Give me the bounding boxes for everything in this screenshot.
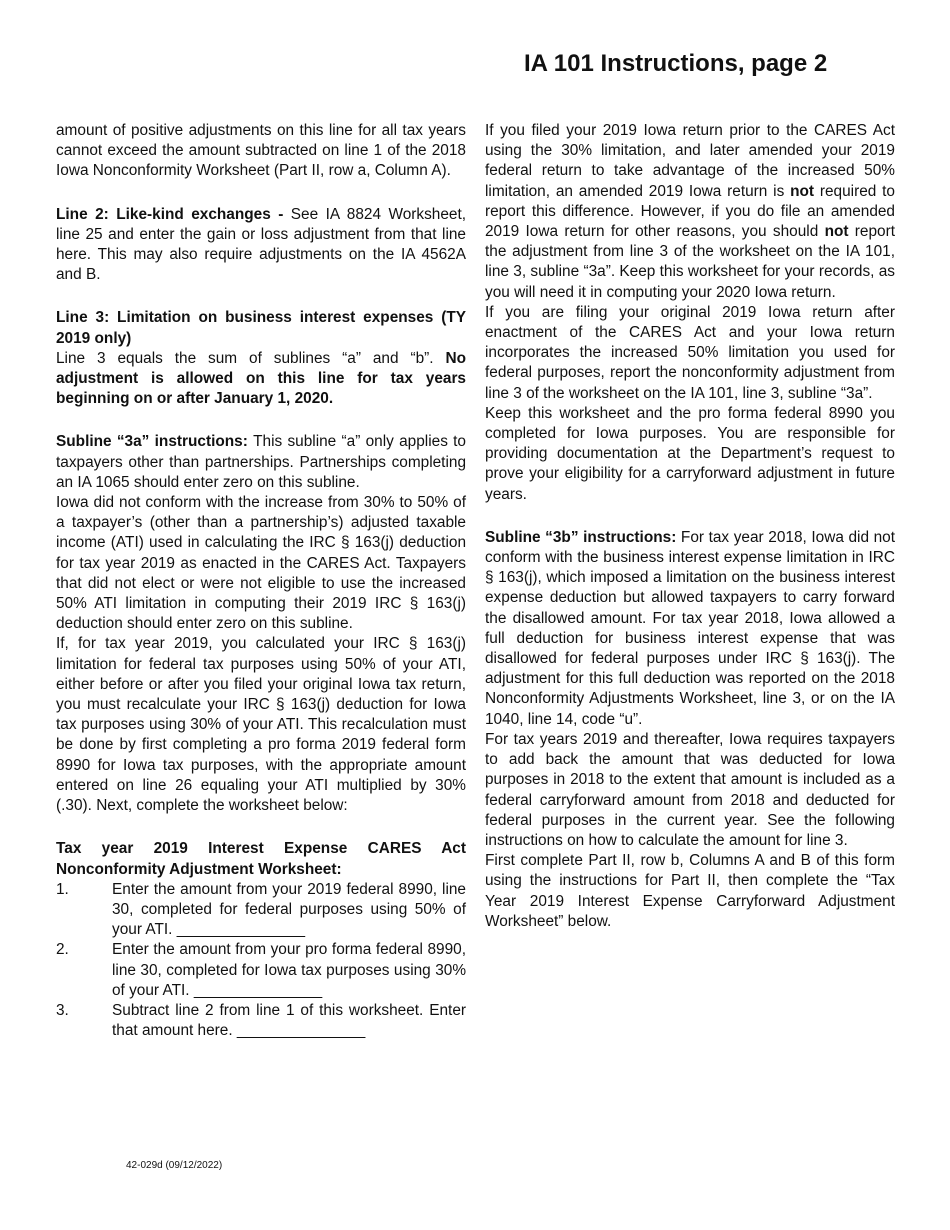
worksheet-item-number: 1. [56, 880, 69, 898]
worksheet-item [56, 1001, 466, 1041]
line-2-heading: Line 2: Like-kind exchanges - [56, 205, 291, 223]
line-3-bold-note: No adjustment is allowed on this line for tax years beginning on or after January 1, 2020. [56, 349, 466, 408]
paragraph-add-back: For tax years 2019 and thereafter, Iowa requires taxpayers to add back the amount that was deducted for Iowa purposes in 2018 to the extent that amount is included as a federal carryforward amount from 2018 and deducted for federal purposes in the current year. See the following instructions on how to calculate the amount for line 3. [485, 730, 895, 849]
worksheet-item-text: Enter the amount from your pro forma federal 8990, line 30, completed for Iowa tax purposes using 30% of your ATI. _______________ [112, 941, 466, 999]
paragraph-subline-3b [485, 528, 895, 730]
line-3-heading: Line 3: Limitation on business interest expenses (TY 2019 only) [56, 309, 466, 347]
worksheet-item [56, 940, 466, 1001]
form-code: 42-029d (09/12/2022) [126, 1160, 223, 1171]
paragraph-first-complete: First complete Part II, row b, Columns A and B of this form using the instructions for Part II, then complete the “Tax Year 2019 Interest Expense Carryforward Adjustment Worksheet” below. [485, 852, 895, 930]
paragraph-iowa-nonconformity: Iowa did not conform with the increase from 30% to 50% of a taxpayer’s (other than a partnership’s) adjusted taxable income (ATI) used in calculating the IRC § 163(j) deduction for tax year 2019 as enacted in the CARES Act. Taxpayers that did not elect or were not eligible to use the increased 50% ATI limitation in computing their 2019 IRC § 163(j) deduction should enter zero on this subline. [56, 494, 466, 633]
subline-3a-heading: Subline “3a” instructions: [56, 433, 254, 451]
paragraph-line-3 [56, 349, 466, 410]
worksheet-heading: Tax year 2019 Interest Expense CARES Act Nonconformity Adjustment Worksheet: [56, 840, 466, 878]
subline-3a-text: This subline “a” only applies to taxpayers other than partnerships. Partnerships completing an IA 1065 should enter zero on this subline. [56, 433, 466, 491]
worksheet-item [56, 880, 466, 941]
paragraph-subline-3a [56, 432, 466, 493]
page-title: IA 101 Instructions, page 2 [524, 50, 828, 77]
line-2-text: See IA 8824 Worksheet, line 25 and enter the gain or loss adjustment from that line here. This may also require adjustments on the IA 4562A and B. [56, 205, 466, 284]
emphasis-not: not [824, 223, 849, 241]
paragraph-line-2 [56, 205, 466, 286]
line-3-text: Line 3 equals the sum of sublines “a” and “b”. [56, 349, 446, 367]
paragraph-keep-worksheet: Keep this worksheet and the pro forma federal 8990 you completed for Iowa purposes. You are responsible for providing documentation at the Department’s request to prove your eligibility for a carryforward adjustment in future years. [485, 404, 895, 503]
worksheet-item-number: 2. [56, 941, 69, 959]
paragraph-positive-adjustments: amount of positive adjustments on this line for all tax years cannot exceed the amount subtracted on line 1 of the 2018 Iowa Nonconformity Worksheet (Part II, row a, Column A). [56, 122, 466, 180]
emphasis-not: not [790, 182, 815, 200]
paragraph-amended-return: If you filed your 2019 Iowa return prior to the CARES Act using the 30% limitation, and later amended your 2019 federal return to take advantage of the increased 50% limitation, an amended 2019 Iowa return is not required to report this difference. However, if you do file an amended 2019 Iowa return for other reasons, you should not report the adjustment from line 3 of the worksheet on the IA 101, line 3, subline “3a”. Keep this worksheet for your records, as you will need it in computing your 2020 Iowa return. [485, 122, 896, 301]
worksheet-item-text: Subtract line 2 from line 1 of this worksheet. Enter that amount here. _______________ [112, 1001, 466, 1040]
paragraph-recalculation: If, for tax year 2019, you calculated your IRC § 163(j) limitation for federal tax purposes using 50% of your ATI, either before or after you filed your original Iowa tax return, you must recalculate your IRC § 163(j) deduction for Iowa tax purposes using 30% of your ATI. This recalculation must be done by first completing a pro forma 2019 federal form 8990 for Iowa tax purposes, with the appropriate amount entered on line 26 equaling your ATI multiplied by 30% (.30). Next, complete the worksheet below: [56, 635, 466, 815]
paragraph-original-return: If you are filing your original 2019 Iowa return after enactment of the CARES Act and your Iowa return incorporates the increased 50% limitation you used for federal purposes, report the nonconformity adjustment from line 3 of the worksheet on the IA 101, line 3, subline “3a”. [485, 303, 895, 402]
worksheet-item-text: Enter the amount from your 2019 federal 8990, line 30, completed for federal purposes using 50% of your ATI. _______________ [112, 880, 466, 939]
worksheet-list [56, 880, 466, 1042]
subline-3b-text: For tax year 2018, Iowa did not conform with the business interest expense limitation in IRC § 163(j), which imposed a limitation on the business interest expense deduction but allowed taxpayers to carry forward the disallowed amount. For tax year 2018, Iowa allowed a full deduction for business interest expense that was disallowed for federal purposes under IRC § 163(j). The adjustment for this full deduction was reported on the 2018 Nonconformity Adjustments Worksheet, line 3, or on the IA 1040, line 14, code “u”. [485, 528, 895, 728]
left-column [56, 121, 466, 1041]
right-column [485, 121, 895, 932]
subline-3b-heading: Subline “3b” instructions: [485, 528, 681, 546]
worksheet-item-number: 3. [56, 1001, 69, 1019]
